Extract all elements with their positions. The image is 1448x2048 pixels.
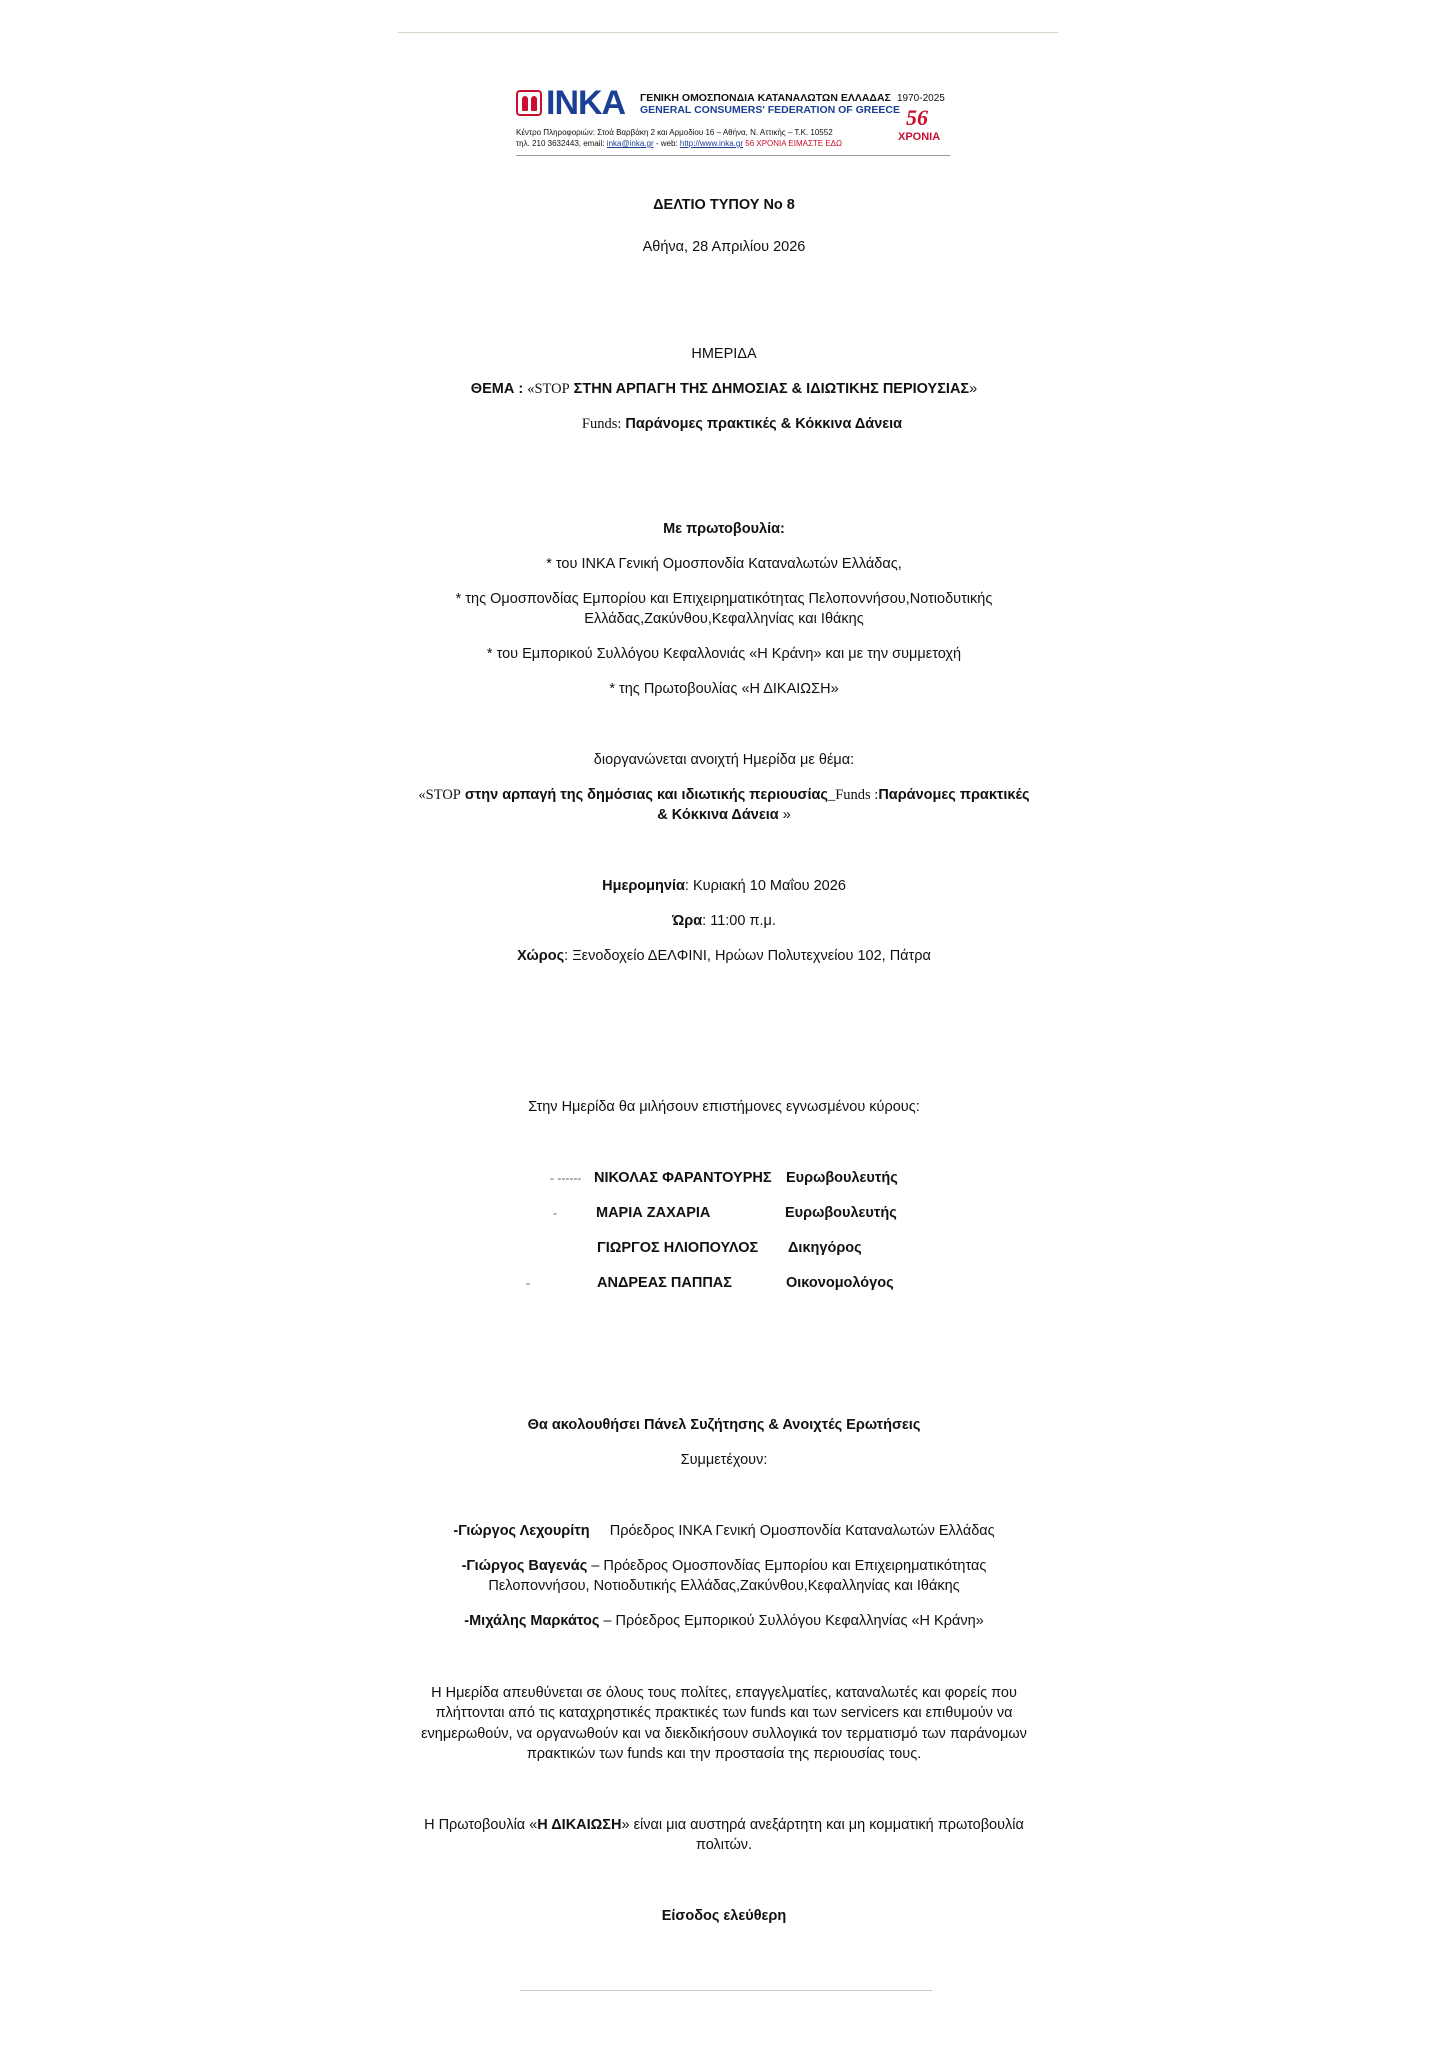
event-place: [0, 946, 1448, 967]
speaker-role: Ευρωβουλευτής: [786, 1170, 898, 1186]
event-type: ΗΜΕΡΙΔΑ: [691, 346, 757, 362]
organizes-intro: διοργανώνεται ανοιχτή Ημερίδα με θέμα:: [593, 752, 855, 768]
participant-name: -Μιχάλης Μαρκάτος: [464, 1613, 600, 1629]
place-label: Χώρος: [517, 948, 565, 964]
participant-role: Πρόεδρος ΙΝΚΑ Γενική Ομοσπονδία Καταναλωτών Ελλάδας: [609, 1523, 995, 1539]
speaker-dash: - ------: [550, 1171, 582, 1185]
closing-paragraph-line: πλήττονται από τις καταχρηστικές πρακτικές των funds και των servicers και επιθυμούν να: [435, 1705, 1013, 1721]
panel-heading: Θα ακολουθήσει Πάνελ Συζήτησης & Ανοιχτές Ερωτήσεις: [527, 1417, 921, 1433]
participant-name: -Γιώργος Λεχουρίτη: [453, 1523, 590, 1539]
organizes-topic-line1: [0, 785, 1448, 806]
event-time: [0, 911, 1448, 932]
closing-paragraph-line: πρακτικών των funds και την προστασία της περιουσίας τους.: [526, 1746, 922, 1762]
initiative-item: * του ΙΝΚΑ Γενική Ομοσπονδία Καταναλωτών Ελλάδας,: [546, 556, 902, 572]
theme-close: »: [969, 381, 978, 397]
theme-label: ΘΕΜΑ :: [470, 381, 524, 397]
statement-bold: Η ΔΙΚΑΙΩΣΗ: [537, 1817, 622, 1833]
topic-close: »: [782, 807, 791, 823]
contact-tagline: 56 ΧΡΟΝΙΑ ΕΙΜΑΣΤΕ ΕΔΩ: [745, 139, 842, 148]
topic-bold: στην αρπαγή της δημόσιας και ιδιωτικής περιουσίας: [464, 787, 828, 803]
contact-web-link[interactable]: http://www.inka.gr: [679, 139, 744, 148]
statement-post: » είναι μια αυστηρά ανεξάρτητη και μη κομματική πρωτοβουλία: [621, 1817, 1024, 1833]
subtheme-prefix: Funds:: [581, 416, 622, 432]
organizes-topic-line2: [0, 805, 1448, 826]
closing-paragraph-line: Η Ημερίδα απευθύνεται σε όλους τους πολίτες, επαγγελματίες, καταναλωτές και φορείς που: [431, 1685, 1017, 1701]
speakers-intro: Στην Ημερίδα θα μιλήσουν επιστήμονες εγνωσμένου κύρους:: [528, 1099, 920, 1115]
contact-web-label: - web:: [655, 139, 678, 148]
initiative-heading: Με πρωτοβουλία:: [663, 521, 785, 537]
panel-participant: [0, 1521, 1448, 1542]
participant-name: -Γιώργος Βαγενάς: [461, 1558, 588, 1574]
topic-open: «STOP: [418, 787, 461, 803]
contact-email-link[interactable]: inka@inka.gr: [606, 139, 654, 148]
speaker-name: ΓΙΩΡΓΟΣ ΗΛΙΟΠΟΥΛΟΣ: [597, 1240, 759, 1256]
press-release-title: ΔΕΛΤΙΟ ΤΥΠΟΥ Νο 8: [653, 197, 795, 213]
contact-line: [516, 139, 842, 148]
anniversary-label: ΧΡΟΝΙΑ: [898, 131, 941, 143]
inka-letterhead: [516, 84, 950, 156]
panel-participant: [0, 1611, 1448, 1632]
bottom-divider: [520, 1990, 932, 1991]
topic-bold-2: Παράνομες πρακτικές: [878, 787, 1030, 803]
date-label: Ημερομηνία: [602, 878, 685, 894]
topic-funds: _Funds :: [827, 787, 879, 803]
event-theme: [0, 379, 1448, 400]
top-divider: [398, 32, 1058, 33]
speaker-dash: -: [553, 1206, 557, 1220]
speaker-name: ΑΝΔΡΕΑΣ ΠΑΠΠΑΣ: [597, 1275, 732, 1291]
theme-open: «STOP: [527, 381, 570, 397]
participant-role: – Πρόεδρος Ομοσπονδίας Εμπορίου και Επιχειρηματικότητας: [587, 1558, 987, 1574]
speaker-dash: -: [526, 1276, 530, 1290]
speaker-name: ΜΑΡΙΑ ΖΑΧΑΡΙΑ: [596, 1205, 711, 1221]
participant-role: – Πρόεδρος Εμπορικού Συλλόγου Κεφαλληνίας «Η Κράνη»: [599, 1613, 984, 1629]
press-release-date: Αθήνα, 28 Απριλίου 2026: [642, 239, 806, 255]
panel-participant: [0, 1556, 1448, 1577]
time-label: Ώρα: [672, 913, 703, 929]
contact-phone: τηλ. 210 3632443, email:: [516, 139, 605, 148]
subtheme-text: Παράνομες πρακτικές & Κόκκινα Δάνεια: [625, 416, 903, 432]
panel-participant-continued: Πελοποννήσου, Νοτιοδυτικής Ελλάδας,Ζακύνθου,Κεφαλληνίας και Ιθάκης: [488, 1578, 960, 1594]
theme-text: ΣΤΗΝ ΑΡΠΑΓΗ ΤΗΣ ΔΗΜΟΣΙΑΣ & ΙΔΙΩΤΙΚΗΣ ΠΕΡΙΟΥΣΙΑΣ: [573, 381, 970, 397]
speaker-role: Ευρωβουλευτής: [785, 1205, 897, 1221]
initiative-item: * του Εμπορικού Συλλόγου Κεφαλλονιάς «Η Κράνη» και με την συμμετοχή: [486, 646, 962, 662]
anniversary-years: 1970-2025: [897, 93, 945, 104]
free-entry: Είσοδος ελεύθερη: [661, 1908, 787, 1924]
letterhead-underline: [516, 155, 950, 156]
initiative-item: * της Πρωτοβουλίας «Η ΔΙΚΑΙΩΣΗ»: [609, 681, 839, 697]
speaker-role: Δικηγόρος: [788, 1240, 862, 1256]
place-value: : Ξενοδοχείο ΔΕΛΦΙΝΙ, Ηρώων Πολυτεχνείου 102, Πάτρα: [564, 948, 931, 964]
org-name-english: GENERAL CONSUMERS' FEDERATION OF GREECE: [640, 104, 900, 116]
event-date: [0, 876, 1448, 897]
date-value: : Κυριακή 10 Μαΐου 2026: [684, 878, 846, 894]
brand-name: INKA: [546, 84, 626, 122]
event-subtheme: [0, 414, 1448, 435]
independence-statement: [0, 1815, 1448, 1836]
org-name-greek: ΓΕΝΙΚΗ ΟΜΟΣΠΟΝΔΙΑ ΚΑΤΑΝΑΛΩΤΩΝ ΕΛΛΑΔΑΣ: [640, 92, 891, 104]
initiative-item: * της Ομοσπονδίας Εμπορίου και Επιχειρηματικότητας Πελοποννήσου,Νοτιοδυτικής: [455, 591, 993, 607]
speaker-role: Οικονομολόγος: [786, 1275, 894, 1291]
statement-pre: Η Πρωτοβουλία «: [424, 1817, 538, 1833]
panel-participants-label: Συμμετέχουν:: [680, 1452, 768, 1468]
anniversary-number: 56: [906, 105, 928, 130]
independence-statement-continued: πολιτών.: [695, 1837, 753, 1853]
initiative-item-continued: Ελλάδας,Ζακύνθου,Κεφαλληνίας και Ιθάκης: [584, 611, 864, 627]
contact-address: Κέντρο Πληροφοριών: Στοά Βαρβάκη 2 και Αρμοδίου 16 – Αθήνα, Ν. Αττικής – Τ.Κ. 10552: [516, 128, 833, 137]
closing-paragraph-line: ενημερωθούν, να οργανωθούν και να διεκδικήσουν συλλογικά τον τερματισμό των παράνομων: [421, 1726, 1027, 1742]
time-value: : 11:00 π.μ.: [702, 913, 776, 929]
speaker-name: ΝΙΚΟΛΑΣ ΦΑΡΑΝΤΟΥΡΗΣ: [594, 1170, 772, 1186]
topic-bold-3: & Κόκκινα Δάνεια: [657, 807, 779, 823]
inka-emblem-icon: [516, 90, 542, 116]
